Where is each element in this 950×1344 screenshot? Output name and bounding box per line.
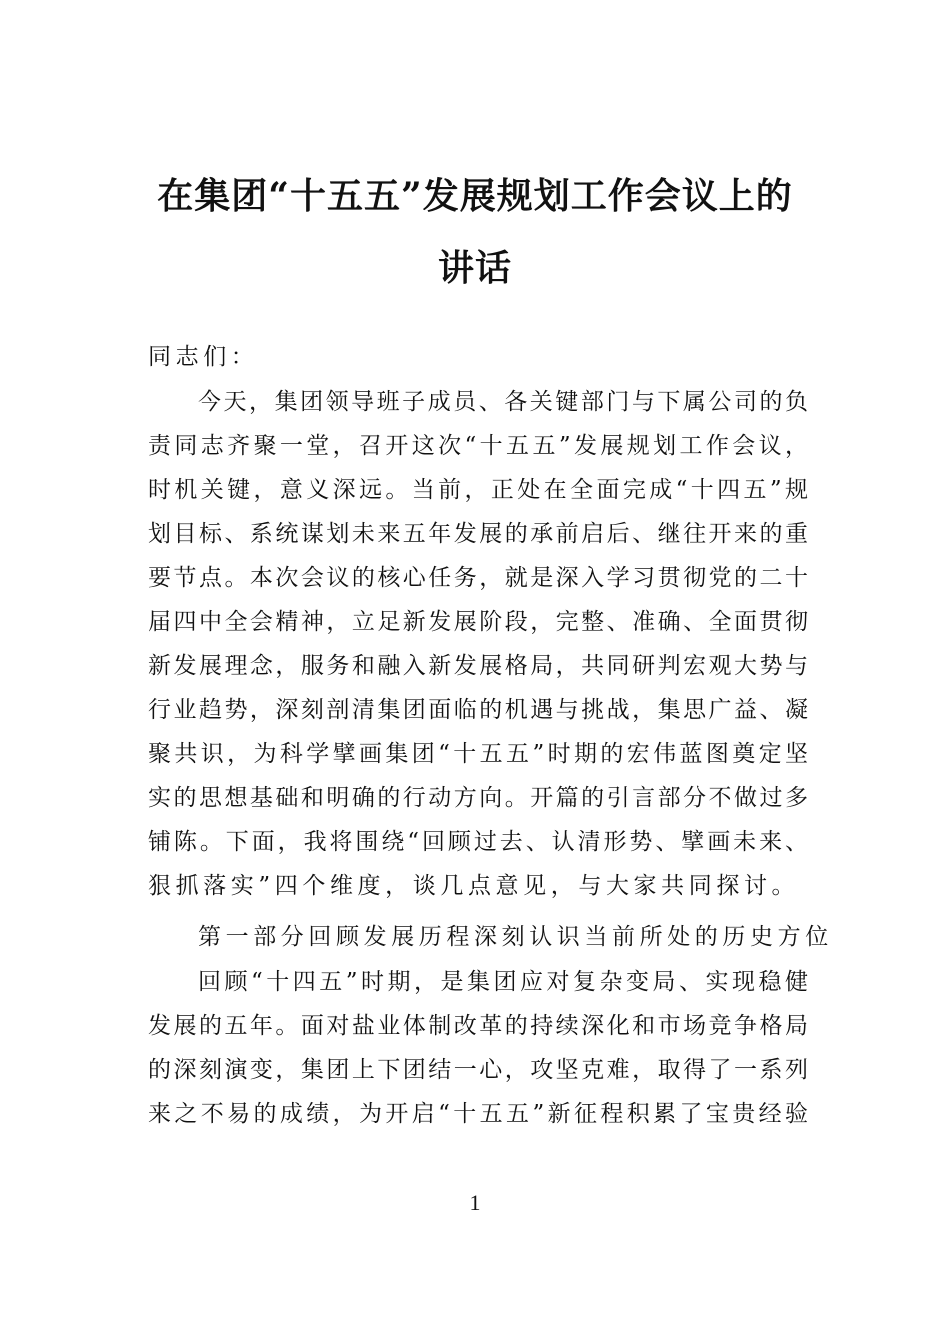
paragraph-line: 铺陈。下面，我将围绕“回顾过去、认清形势、擘画未来、 [148,829,808,855]
paragraph-line: 划目标、系统谋划未来五年发展的承前启后、继往开来的重 [148,521,808,547]
paragraph-line: 聚共识，为科学擘画集团“十五五”时期的宏伟蓝图奠定坚 [148,741,808,767]
paragraph-line: 责同志齐聚一堂，召开这次“十五五”发展规划工作会议， [148,433,808,459]
paragraph-line: 狠抓落实”四个维度，谈几点意见，与大家共同探讨。 [148,873,800,899]
document-title-line-1: 在集团“十五五”发展规划工作会议上的 [157,175,793,217]
paragraph-line: 来之不易的成绩，为开启“十五五”新征程积累了宝贵经验 [148,1101,808,1127]
paragraph-line: 新发展理念，服务和融入新发展格局，共同研判宏观大势与 [148,653,808,679]
salutation: 同志们： [148,344,259,370]
paragraph-line: 发展的五年。面对盐业体制改革的持续深化和市场竞争格局 [148,1013,808,1039]
paragraph-line: 实的思想基础和明确的行动方向。开篇的引言部分不做过多 [148,785,808,811]
page-number: 1 [469,1190,481,1215]
paragraph-line: 时机关键，意义深远。当前，正处在全面完成“十四五”规 [148,477,808,503]
section-heading: 第一部分回顾发展历程深刻认识当前所处的历史方位 [198,924,833,950]
paragraph-line: 届四中全会精神，立足新发展阶段，完整、准确、全面贯彻 [148,609,808,635]
paragraph-line: 回顾“十四五”时期，是集团应对复杂变局、实现稳健 [198,969,808,995]
paragraph-line: 今天，集团领导班子成员、各关键部门与下属公司的负 [198,389,808,415]
paragraph-line: 行业趋势，深刻剖清集团面临的机遇与挑战，集思广益、凝 [148,697,808,723]
document-title-line-2: 讲话 [437,247,512,289]
paragraph-line: 的深刻演变，集团上下团结一心，攻坚克难，取得了一系列 [148,1057,808,1083]
paragraph-line: 要节点。本次会议的核心任务，就是深入学习贯彻党的二十 [148,565,808,591]
